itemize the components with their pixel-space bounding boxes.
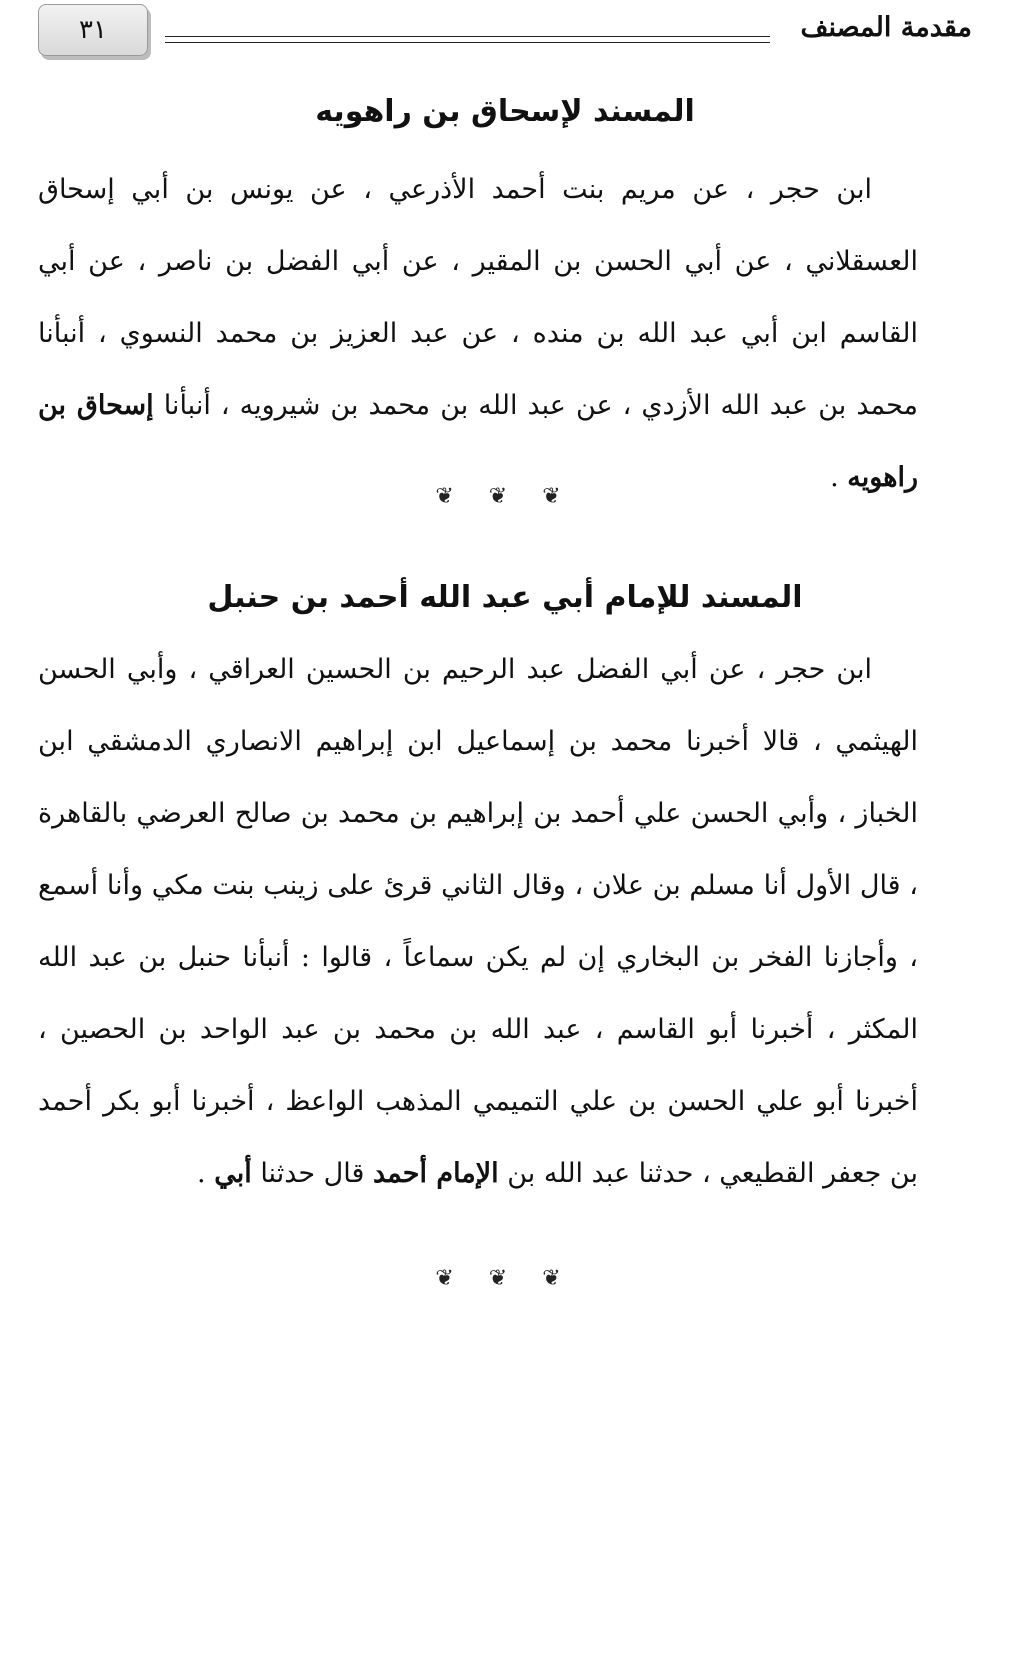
section-divider-ornament: ❦ ❦ ❦	[435, 484, 575, 509]
body-text: ابن حجر ، عن أبي الفضل عبد الرحيم بن الحسين العراقي ، وأبي الحسن الهيثمي ، قالا أخبرنا محمد بن إسماعيل ابن إبراهيم الانصاري الدمشقي ابن الخباز ، وأبي الحسن علي أحمد بن إبراهيم بن محمد بن صالح العرضي بالقاهرة ، قال الأول أنا مسلم بن علان ، وقال الثاني قرئ على زينب بنت مكي وأنا أسمع ، وأجازنا الفخر بن البخاري إن لم يكن سماعاً ، قالوا : أنبأنا حنبل بن عبد الله المكثر ، أخبرنا أبو القاسم ، عبد الله بن محمد بن عبد الواحد بن الحصين ، أخبرنا أبو علي الحسن بن علي التميمي المذهب الواعظ ، أخبرنا أبو بكر أحمد بن جعفر القطيعي ، حدثنا عبد الله بن	[38, 654, 918, 1189]
running-header	[0, 0, 1010, 70]
body-text: ابن حجر ، عن مريم بنت أحمد الأذرعي ، عن يونس بن أبي إسحاق العسقلاني ، عن أبي الحسن بن المقير ، عن أبي الفضل بن ناصر ، عن أبي القاسم ابن أبي عبد الله بن منده ، عن عبد العزيز بن محمد النسوي ، أنبأنا محمد بن عبد الله الأزدي ، عن عبد الله بن محمد بن شيرويه ، أنبأنا	[38, 174, 918, 421]
header-rule-bottom	[165, 42, 770, 43]
running-title: مقدمة المصنف	[800, 12, 972, 43]
bold-name: الإمام أحمد	[372, 1158, 499, 1189]
body-tail: .	[197, 1158, 215, 1189]
bold-name: أبي	[214, 1158, 252, 1189]
section-title-ahmad: المسند للإمام أبي عبد الله أحمد بن حنبل	[207, 580, 803, 615]
section-title-ishaq: المسند لإسحاق بن راهويه	[315, 94, 695, 129]
section-body-ahmad	[38, 634, 918, 1210]
page-number-badge	[38, 4, 148, 56]
page-number: ٣١	[79, 15, 107, 45]
section-body-ishaq	[38, 154, 918, 514]
body-tail: .	[830, 462, 848, 493]
bold-name: إسحاق بن راهويه	[38, 390, 918, 493]
section-divider-ornament: ❦ ❦ ❦	[435, 1266, 575, 1291]
header-rule-top	[165, 36, 770, 37]
body-middle: قال حدثنا	[251, 1158, 373, 1189]
